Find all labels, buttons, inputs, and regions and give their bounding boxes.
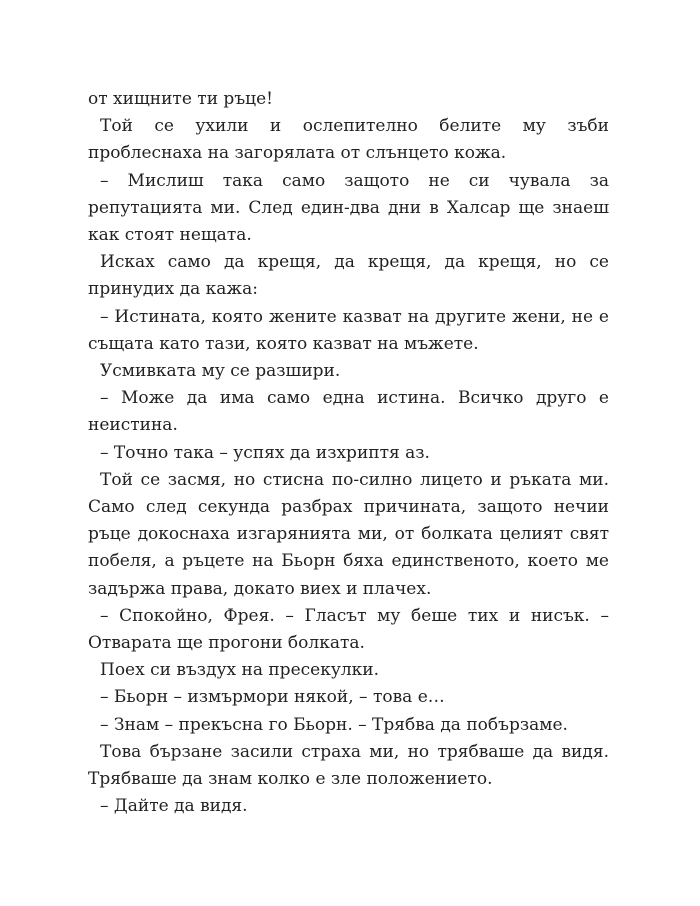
paragraph: – Мислиш така само защото не си чувала за репутацията ми. След един-два дни в Халсар ще знаеш как стоят нещата. (88, 170, 609, 246)
paragraph: Исках само да крещя, да крещя, да крещя, но се принудих да кажа: (88, 252, 609, 300)
paragraph: – Бьорн – измърмори някой, – това е… (100, 687, 445, 708)
paragraph: – Знам – прекъсна го Бьорн. – Трябва да побързаме. (100, 714, 568, 735)
body-text (88, 86, 609, 820)
paragraph: – Истината, която жените казват на другите жени, не е същата като тази, която казват на мъжете. (88, 306, 609, 354)
paragraph: Той се засмя, но стисна по-силно лицето и ръката ми. Само след секунда разбрах причината, защото нечии ръце докоснаха изгарянията ми, от болката целият свят побеля, а ръцете на Бьорн бяха единственото, което ме задържа права, докато виех и плачех. (88, 469, 609, 599)
paragraph: Това бързане засили страха ми, но трябваше да видя. Трябваше да знам колко е зле положението. (88, 741, 609, 790)
paragraph: – Дайте да видя. (100, 796, 248, 817)
paragraph: от хищните ти ръце! (88, 89, 273, 109)
paragraph: – Може да има само една истина. Всичко друго е неистина. (88, 388, 609, 436)
paragraph: – Спокойно, Фрея. – Гласът му беше тих и нисък. – Отварата ще прогони болката. (88, 605, 609, 654)
paragraph: Той се ухили и ослепително белите му зъби проблеснаха на загорялата от слънцето кожа. (88, 116, 609, 164)
paragraph: – Точно така – успях да изхриптя аз. (100, 442, 430, 463)
paragraph: Поех си въздух на пресекулки. (100, 660, 379, 681)
paragraph: Усмивката му се разшири. (100, 361, 341, 382)
